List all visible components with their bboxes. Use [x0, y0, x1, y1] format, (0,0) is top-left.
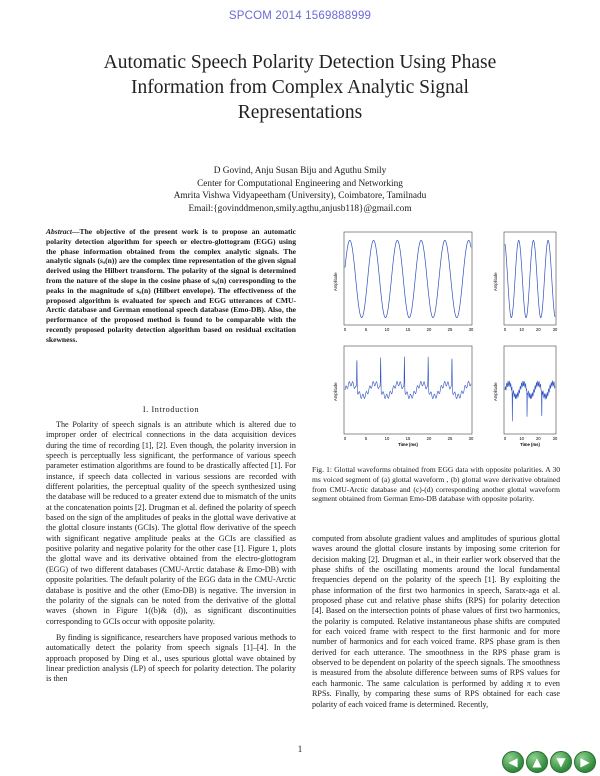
xticks-b — [344, 436, 474, 441]
abstract — [46, 227, 296, 345]
xlabel-right: Time (ms) — [520, 442, 540, 447]
conference-header: SPCOM 2014 1569888999 — [228, 10, 372, 22]
panel-a-frame — [344, 232, 472, 325]
author-affiliation: Amrita Vishwa Vidyapeetham (University), Coimbatore, Tamilnadu — [173, 191, 427, 201]
x-tick-label: 5 — [364, 436, 368, 441]
x-tick-label: 20 — [535, 327, 541, 332]
glottal-wave-a — [345, 240, 471, 317]
ylabel-d: Amplitude — [493, 382, 498, 401]
x-tick-label: 0 — [343, 436, 347, 441]
glottal-derivative-d — [505, 381, 555, 421]
title-line-2: Information from Complex Analytic Signal — [131, 77, 469, 98]
x-tick-label: 20 — [426, 327, 432, 332]
author-department: Center for Computational Engineering and Networking — [197, 178, 403, 189]
x-tick-label: 10 — [384, 327, 390, 332]
x-tick-label: 10 — [519, 436, 525, 441]
x-tick-label: 0 — [343, 327, 347, 332]
x-tick-label: 20 — [426, 436, 432, 441]
x-tick-label: 5 — [364, 327, 368, 332]
x-tick-label: 10 — [384, 436, 390, 441]
glottal-wave-c — [505, 240, 555, 317]
figure-1-waveforms — [312, 229, 559, 449]
x-tick-label: 20 — [535, 436, 541, 441]
abstract-label: Abstract — [46, 227, 72, 236]
section-heading-introduction: I. Introduction — [142, 405, 200, 414]
x-tick-label: 10 — [519, 327, 525, 332]
x-tick-label: 25 — [447, 327, 453, 332]
scroll-up-button[interactable]: ▲ — [526, 751, 548, 773]
panel-b-frame — [344, 346, 472, 434]
x-tick-label: 30 — [468, 327, 474, 332]
x-tick-label: 30 — [552, 436, 558, 441]
xlabel-left: Time (ms) — [398, 442, 418, 447]
author-block — [60, 165, 540, 215]
figure-caption: Fig. 1: Glottal waveforms obtained from EGG data with opposite polarities. A 30 ms voiced segment of (a) glottal waveform , (b) glottal wave derivative obtained from CMU-Arctic database and (c)-(d) corresponding another glottal waveform segment obtained from German Emo-DB database with opposite polarity. — [312, 465, 560, 504]
ylabel-c: Amplitude — [493, 272, 498, 291]
ylabel-b: Amplitude — [333, 382, 338, 401]
page-number: 1 — [297, 744, 303, 754]
scroll-down-button[interactable]: ▼ — [550, 751, 572, 773]
x-tick-label: 15 — [405, 436, 411, 441]
right-column-text — [312, 534, 560, 710]
x-tick-label: 15 — [405, 327, 411, 332]
xticks-d — [504, 436, 558, 441]
intro-paragraph-2: By finding is significance, researchers have proposed various methods to automatically detect the polarity from speech signals [1]–[4]. In the approach proposed by Ding et al., uses spurious glottal wave obtained by linear prediction analysis (LP) of speech for polarity detection. The polarity is then — [46, 632, 296, 684]
author-email: Email:{govinddmenon,smily.agthu,anjusb118}@gmail.com — [188, 203, 412, 214]
glottal-derivative-b — [345, 356, 471, 398]
title-line-1: Automatic Speech Polarity Detection Using Phase — [103, 52, 497, 73]
ylabel-a: Amplitude — [333, 272, 338, 291]
x-tick-label: 30 — [468, 436, 474, 441]
author-names: D Govind, Anju Susan Biju and Aguthu Smily — [213, 166, 387, 176]
xticks-c — [504, 327, 558, 332]
x-tick-label: 30 — [552, 327, 558, 332]
right-paragraph: computed from absolute gradient values and amplitudes of spurious glottal waves around the glottal closure instants by imposing some criterion for decision making [2]. Drugman et al., in their earlier work observed that the phase shifts of the oscillating moments around the local fundamental frequencies depend on the polarity of the speech [1]. By exploiting the phase information of the first two harmonics in speech, Saratx-aga et al. proposed phase cut and relative phase shifts (RPS) for polarity detection [4]. Based on the intersection points of phase values of first two harmonics, the polarity is computed. Relative instantaneous phase shifts are computed for each voiced frame with respect to the first harmonic and for more number of harmonics and for each voiced frame. RPS phase gram is then derived for each utterance. The smoothness in the RPS phase gram is observed to be dependent on polarity of the speech signals. The smoothness is measured from the absolute difference between sums of RPS values for each harmonic. The same calculation is performed by adding π to even RPSs. Finally, by comparing these sums of RPS obtained for each case polarity of each voiced frame is determined. Recently, — [312, 534, 560, 709]
title-line-3: Representations — [237, 102, 363, 123]
introduction-text — [46, 420, 296, 685]
intro-paragraph-1: The Polarity of speech signals is an attribute which is altered due to improper order of electrical connections in the data acquisition devices during the time of recording [1], [2]. Even though, the polarity inversion in speech is perceptually less significant, the performance of various speech parameter estimation algorithms are found to be drastically affected [1]. For instance, if speech data collected in various sessions are recorded with different polarities, the perceptual quality of the speech synthesized using the database will be reduced to a greater extend due to mismatch of the units at the concatenation points [2]. Drugman et al. defined the polarity of speech based on the sign of the amplitudes of peaks in the glottal wave derivative at the glottal closure instants (GCIs). The glottal flow derivative of the speech with significant negative amplitude peaks at the GCIs are classified as positive polarity and negative polarity for the other case [1]. Figure 1, plots the glottal wave and its derivative obtained from the electro-glottogram (EGG) of two different databases (CMU-Arctic database & Emo-DB) with opposite polarities. The default polarity of the EGG data in the CMU-Arctic database is positive and the other (Emo-DB) is negative. The inversion in the polarity of the signals can be noted from the derivative of the glottal waves (shown in Figure 1((b)& (d)), as significant discontinuities corresponding to GCIs occur with opposite polarity. — [46, 420, 296, 626]
paper-title — [40, 50, 560, 125]
x-tick-label: 0 — [503, 436, 507, 441]
x-tick-label: 0 — [503, 327, 507, 332]
prev-page-button[interactable]: ◀ — [502, 751, 524, 773]
x-tick-label: 25 — [447, 436, 453, 441]
xticks-a — [344, 327, 474, 332]
next-page-button[interactable]: ▶ — [574, 751, 596, 773]
abstract-text: —The objective of the present work is to propose an automatic polarity detection algorithm for speech or electro-glottogram (EGG) using the phase information obtained from the complex analytic signals. The analytic signals (sₐ(n)) are the complex time representation of the given signal derived using the Hilbert transform. The polarity of the signal is determined from the nature of the slope in the cosine phase of sₐ(n) corresponding to the peaks in the magnitude of sₐ(n) (Hilbert envelope). The effectiveness of the proposed algorithm is evaluated for speech and EGG utterances of CMU-Arctic database and German emotional speech database (Emo-DB). Also, the performance of the proposed method is found to be comparable with the recently proposed polarity detection algorithm based on residual excitation skewness. — [46, 227, 296, 344]
